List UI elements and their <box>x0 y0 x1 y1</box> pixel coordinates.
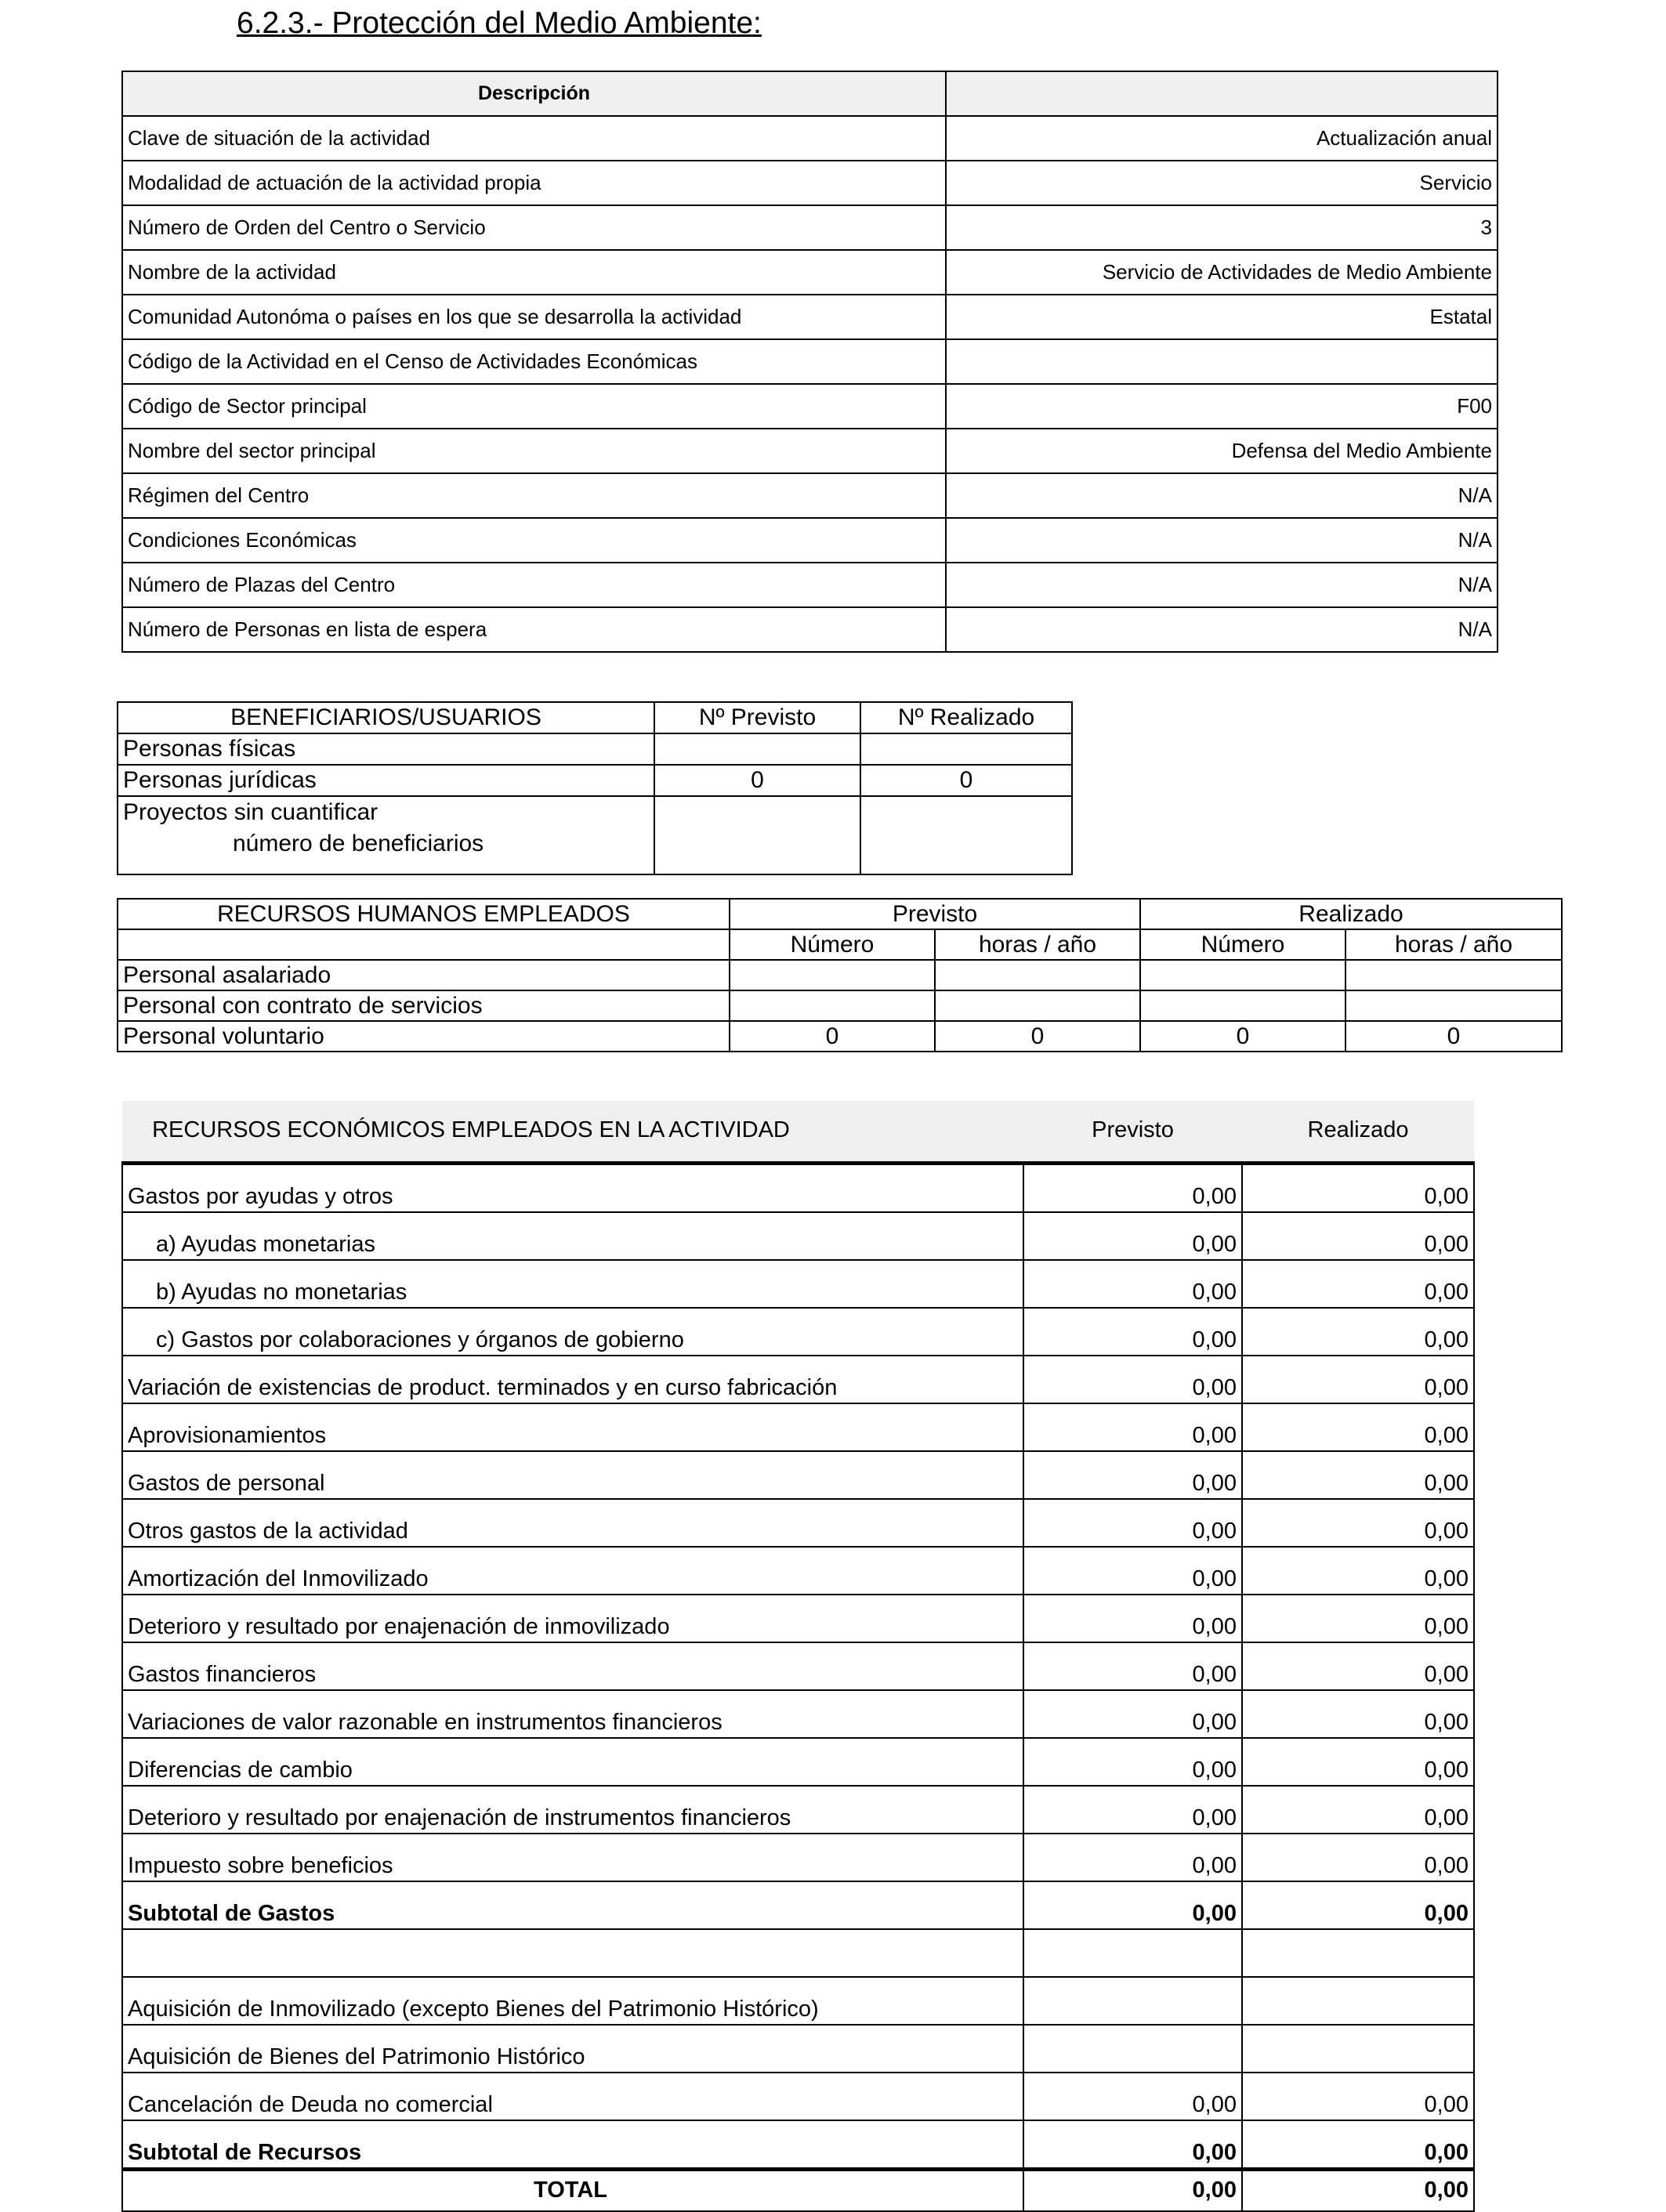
table-row <box>122 1308 1474 1356</box>
description-label: Número de Plazas del Centro <box>122 563 946 607</box>
row-label: Gastos de personal <box>122 1451 1023 1499</box>
previsto-cell: 0,00 <box>1023 1403 1242 1451</box>
row-label: Personal con contrato de servicios <box>118 990 730 1021</box>
value-cell: 0 <box>935 1021 1140 1052</box>
table-row <box>122 607 1498 652</box>
row-label: Deterioro y resultado por enajenación de inmovilizado <box>122 1595 1023 1642</box>
row-label <box>122 1929 1023 1977</box>
realizado-cell: 0,00 <box>1242 1547 1474 1595</box>
rrhh-realizado-header: Realizado <box>1140 899 1562 929</box>
beneficiarios-realizado-header: Nº Realizado <box>860 702 1072 733</box>
description-value: 3 <box>946 205 1498 250</box>
description-header: Descripción <box>122 71 946 116</box>
total-label: TOTAL <box>122 2170 1023 2212</box>
description-value: N/A <box>946 473 1498 518</box>
table-row <box>122 1403 1474 1451</box>
description-value: N/A <box>946 563 1498 607</box>
description-value: Defensa del Medio Ambiente <box>946 429 1498 473</box>
previsto-cell: 0,00 <box>1023 1547 1242 1595</box>
previsto-cell: 0,00 <box>1023 1164 1242 1213</box>
table-row <box>122 1690 1474 1738</box>
value-cell <box>1140 990 1345 1021</box>
realizado-cell: 0,00 <box>1242 1356 1474 1403</box>
realizado-cell: 0 <box>860 765 1072 796</box>
numero-header: Número <box>1140 929 1345 960</box>
row-label: Aquisición de Bienes del Patrimonio Histórico <box>122 2025 1023 2073</box>
description-value: Estatal <box>946 295 1498 339</box>
page-title: 6.2.3.- Protección del Medio Ambiente: <box>237 6 762 40</box>
table-row <box>118 796 1072 874</box>
beneficiarios-header: BENEFICIARIOS/USUARIOS <box>118 702 654 733</box>
previsto-cell: 0,00 <box>1023 1308 1242 1356</box>
table-row <box>118 765 1072 796</box>
description-label: Clave de situación de la actividad <box>122 116 946 161</box>
previsto-cell <box>1023 2025 1242 2073</box>
table-row <box>122 1642 1474 1690</box>
description-label: Condiciones Económicas <box>122 518 946 563</box>
previsto-cell: 0,00 <box>1023 1595 1242 1642</box>
table-row <box>122 2073 1474 2120</box>
previsto-cell: 0,00 <box>1023 1834 1242 1881</box>
economicos-table <box>121 1101 1475 2212</box>
description-label: Código de Sector principal <box>122 384 946 429</box>
row-label: Subtotal de Recursos <box>122 2120 1023 2170</box>
table-row <box>122 429 1498 473</box>
previsto-cell: 0,00 <box>1023 2120 1242 2170</box>
table-row <box>122 1738 1474 1786</box>
table-row <box>122 250 1498 295</box>
previsto-cell: 0,00 <box>1023 1642 1242 1690</box>
table-row <box>122 1499 1474 1547</box>
table-row <box>122 295 1498 339</box>
value-cell: 0 <box>1140 1021 1345 1052</box>
horas-header: horas / año <box>935 929 1140 960</box>
description-header-row <box>122 71 1498 116</box>
description-value: Actualización anual <box>946 116 1498 161</box>
horas-header: horas / año <box>1345 929 1562 960</box>
realizado-cell <box>860 733 1072 765</box>
table-row <box>122 1356 1474 1403</box>
row-label: Variaciones de valor razonable en instrumentos financieros <box>122 1690 1023 1738</box>
rrhh-previsto-header: Previsto <box>730 899 1140 929</box>
row-label: Subtotal de Gastos <box>122 1881 1023 1929</box>
beneficiarios-previsto-header: Nº Previsto <box>654 702 860 733</box>
table-row <box>122 1212 1474 1260</box>
row-label: Personal voluntario <box>118 1021 730 1052</box>
table-row <box>122 1929 1474 1977</box>
realizado-cell: 0,00 <box>1242 1595 1474 1642</box>
table-row <box>122 563 1498 607</box>
total-row <box>122 2170 1474 2212</box>
value-cell <box>1140 960 1345 990</box>
previsto-cell: 0,00 <box>1023 1499 1242 1547</box>
description-value: Servicio de Actividades de Medio Ambiente <box>946 250 1498 295</box>
total-realizado: 0,00 <box>1242 2170 1474 2212</box>
realizado-cell: 0,00 <box>1242 2073 1474 2120</box>
realizado-cell: 0,00 <box>1242 1786 1474 1834</box>
proyectos-label <box>118 796 654 874</box>
table-row <box>122 1786 1474 1834</box>
proyectos-line2: número de beneficiarios <box>233 831 484 856</box>
realizado-cell: 0,00 <box>1242 2120 1474 2170</box>
table-row <box>122 1164 1474 1213</box>
description-label: Modalidad de actuación de la actividad propia <box>122 161 946 205</box>
beneficiarios-header-row <box>118 702 1072 733</box>
realizado-cell <box>860 796 1072 874</box>
description-value: F00 <box>946 384 1498 429</box>
rrhh-subheader-empty <box>118 929 730 960</box>
previsto-cell: 0,00 <box>1023 1881 1242 1929</box>
table-row <box>122 116 1498 161</box>
realizado-cell: 0,00 <box>1242 1308 1474 1356</box>
realizado-cell: 0,00 <box>1242 1690 1474 1738</box>
table-row <box>122 205 1498 250</box>
economicos-realizado-header: Realizado <box>1242 1101 1474 1164</box>
row-label: Personas jurídicas <box>118 765 654 796</box>
row-label: Personal asalariado <box>118 960 730 990</box>
row-label: Variación de existencias de product. terminados y en curso fabricación <box>122 1356 1023 1403</box>
description-label: Régimen del Centro <box>122 473 946 518</box>
rrhh-table <box>117 898 1563 1052</box>
description-label: Nombre de la actividad <box>122 250 946 295</box>
table-row <box>118 990 1562 1021</box>
realizado-cell: 0,00 <box>1242 1260 1474 1308</box>
row-label: Aprovisionamientos <box>122 1403 1023 1451</box>
table-row <box>118 733 1072 765</box>
value-cell: 0 <box>730 1021 935 1052</box>
realizado-cell: 0,00 <box>1242 1403 1474 1451</box>
value-cell: 0 <box>1345 1021 1562 1052</box>
description-value: N/A <box>946 607 1498 652</box>
previsto-cell: 0,00 <box>1023 2073 1242 2120</box>
previsto-cell: 0,00 <box>1023 1690 1242 1738</box>
row-label: Gastos por ayudas y otros <box>122 1164 1023 1213</box>
numero-header: Número <box>730 929 935 960</box>
row-label: Aquisición de Inmovilizado (excepto Bienes del Patrimonio Histórico) <box>122 1977 1023 2025</box>
realizado-cell: 0,00 <box>1242 1451 1474 1499</box>
previsto-cell <box>1023 1977 1242 2025</box>
value-cell <box>730 960 935 990</box>
previsto-cell: 0,00 <box>1023 1786 1242 1834</box>
previsto-cell: 0,00 <box>1023 1356 1242 1403</box>
beneficiarios-table <box>117 701 1073 875</box>
rrhh-header-row <box>118 899 1562 929</box>
realizado-cell <box>1242 2025 1474 2073</box>
realizado-cell: 0,00 <box>1242 1212 1474 1260</box>
description-label: Número de Orden del Centro o Servicio <box>122 205 946 250</box>
table-row <box>122 2025 1474 2073</box>
rrhh-title: RECURSOS HUMANOS EMPLEADOS <box>118 899 730 929</box>
table-row <box>122 1977 1474 2025</box>
description-value: Servicio <box>946 161 1498 205</box>
row-label: Amortización del Inmovilizado <box>122 1547 1023 1595</box>
economicos-previsto-header: Previsto <box>1023 1101 1242 1164</box>
table-row <box>122 1881 1474 1929</box>
value-cell <box>1345 990 1562 1021</box>
economicos-title: RECURSOS ECONÓMICOS EMPLEADOS EN LA ACTIVIDAD <box>122 1101 1023 1164</box>
table-row <box>122 518 1498 563</box>
previsto-cell: 0,00 <box>1023 1738 1242 1786</box>
table-row <box>122 1834 1474 1881</box>
previsto-cell <box>654 733 860 765</box>
table-row <box>122 384 1498 429</box>
row-label: Otros gastos de la actividad <box>122 1499 1023 1547</box>
description-label: Código de la Actividad en el Censo de Actividades Económicas <box>122 339 946 384</box>
description-label: Nombre del sector principal <box>122 429 946 473</box>
realizado-cell: 0,00 <box>1242 1642 1474 1690</box>
realizado-cell: 0,00 <box>1242 1834 1474 1881</box>
row-label: c) Gastos por colaboraciones y órganos de gobierno <box>122 1308 1023 1356</box>
row-label: Impuesto sobre beneficios <box>122 1834 1023 1881</box>
total-previsto: 0,00 <box>1023 2170 1242 2212</box>
row-label: Gastos financieros <box>122 1642 1023 1690</box>
description-table <box>121 71 1498 653</box>
value-cell <box>1345 960 1562 990</box>
previsto-cell: 0,00 <box>1023 1260 1242 1308</box>
previsto-cell <box>1023 1929 1242 1977</box>
previsto-cell <box>654 796 860 874</box>
previsto-cell: 0 <box>654 765 860 796</box>
table-row <box>122 1451 1474 1499</box>
rrhh-subheader-row <box>118 929 1562 960</box>
row-label: Diferencias de cambio <box>122 1738 1023 1786</box>
table-row <box>122 1547 1474 1595</box>
table-row <box>122 1260 1474 1308</box>
row-label: Personas físicas <box>118 733 654 765</box>
table-row <box>122 1595 1474 1642</box>
description-header-value <box>946 71 1498 116</box>
row-label: Deterioro y resultado por enajenación de instrumentos financieros <box>122 1786 1023 1834</box>
table-row <box>118 1021 1562 1052</box>
value-cell <box>730 990 935 1021</box>
realizado-cell <box>1242 1977 1474 2025</box>
realizado-cell: 0,00 <box>1242 1738 1474 1786</box>
table-row <box>122 2120 1474 2170</box>
table-row <box>118 960 1562 990</box>
realizado-cell: 0,00 <box>1242 1499 1474 1547</box>
table-row <box>122 339 1498 384</box>
description-value <box>946 339 1498 384</box>
value-cell <box>935 960 1140 990</box>
description-value: N/A <box>946 518 1498 563</box>
previsto-cell: 0,00 <box>1023 1451 1242 1499</box>
row-label: b) Ayudas no monetarias <box>122 1260 1023 1308</box>
description-label: Comunidad Autonóma o países en los que se desarrolla la actividad <box>122 295 946 339</box>
realizado-cell: 0,00 <box>1242 1881 1474 1929</box>
row-label: Cancelación de Deuda no comercial <box>122 2073 1023 2120</box>
economicos-header-row <box>122 1101 1474 1164</box>
description-label: Número de Personas en lista de espera <box>122 607 946 652</box>
realizado-cell <box>1242 1929 1474 1977</box>
value-cell <box>935 990 1140 1021</box>
table-row <box>122 473 1498 518</box>
previsto-cell: 0,00 <box>1023 1212 1242 1260</box>
table-row <box>122 161 1498 205</box>
proyectos-line1: Proyectos sin cuantificar <box>123 799 378 825</box>
row-label: a) Ayudas monetarias <box>122 1212 1023 1260</box>
realizado-cell: 0,00 <box>1242 1164 1474 1213</box>
